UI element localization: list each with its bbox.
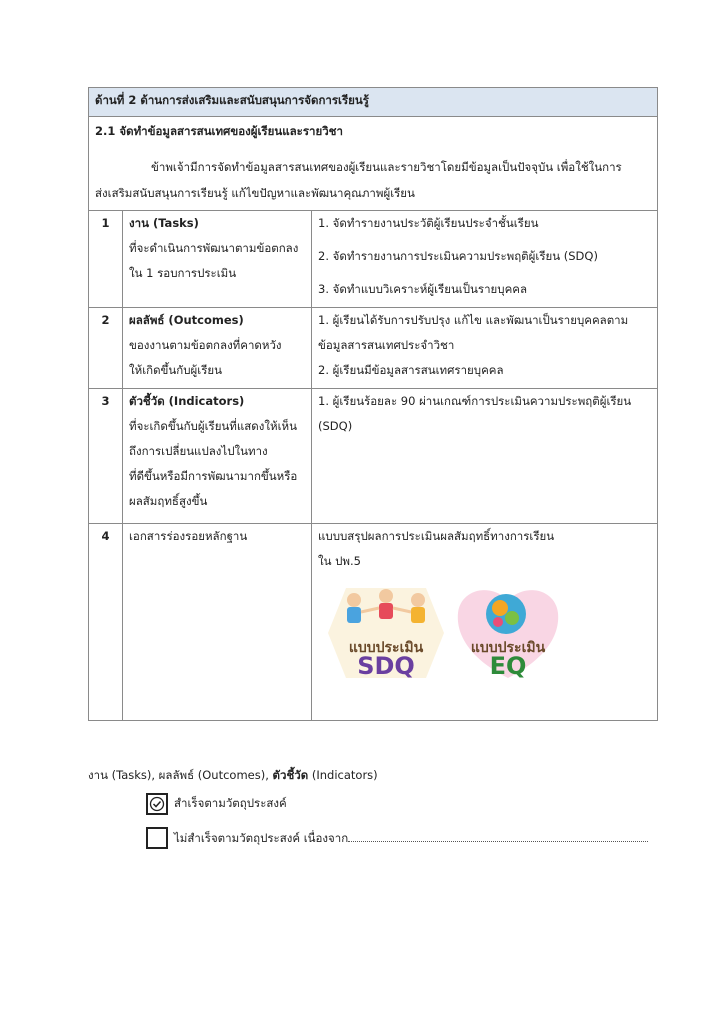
result-title-part: (Indicators) — [308, 768, 378, 782]
row-item: ใน ปพ.5 — [318, 554, 361, 568]
not-achieved-label — [174, 829, 648, 848]
row-item: ข้อมูลสารสนเทศประจำวิชา — [318, 338, 455, 352]
row-label-title: งาน (Tasks) — [129, 216, 199, 230]
row-label-text: เอกสารร่องรอยหลักฐาน — [129, 529, 248, 543]
result-section — [88, 767, 688, 853]
row-item: 1. จัดทำรายงานประวัติผู้เรียนประจำชั้นเรียน — [318, 216, 539, 230]
eq-badge-caption: แบบประเมิน — [470, 640, 546, 656]
row-label-line: ที่ดีขึ้นหรือมีการพัฒนามากขึ้นหรือ — [129, 469, 298, 483]
table-row — [89, 211, 658, 308]
row-items-cell — [312, 389, 658, 524]
row-items-cell — [312, 211, 658, 308]
subsection-title: 2.1 จัดทำข้อมูลสารสนเทศของผู้เรียนและรายวิชา — [95, 124, 343, 138]
evaluation-document — [88, 87, 657, 721]
row-number: 4 — [89, 524, 123, 721]
row-label-line: ใน 1 รอบการประเมิน — [129, 266, 237, 280]
row-item: แบบบสรุปผลการประเมินผลสัมฤทธิ์ทางการเรียน — [318, 529, 555, 543]
row-label-line: ที่จะดำเนินการพัฒนาตามข้อตกลง — [129, 241, 299, 255]
table-row — [89, 389, 658, 524]
section-header — [89, 88, 658, 117]
evaluation-table — [88, 87, 658, 721]
result-title-part: งาน (Tasks), ผลลัพธ์ (Outcomes), — [88, 768, 273, 782]
row-item: 1. ผู้เรียนได้รับการปรับปรุง แก้ไข และพัฒนาเป็นรายบุคคลตาม — [318, 313, 629, 327]
row-item: (SDQ) — [318, 419, 353, 433]
check-circle-icon — [148, 795, 166, 813]
row-label-line: ที่จะเกิดขึ้นกับผู้เรียนที่แสดงให้เห็น — [129, 419, 297, 433]
achieved-label: สำเร็จตามวัตถุประสงค์ — [174, 796, 287, 810]
row-item: 2. จัดทำรายงานการประเมินความประพฤติผู้เรียน (SDQ) — [318, 249, 598, 263]
row-number: 3 — [89, 389, 123, 524]
table-row — [89, 308, 658, 389]
row-items-cell — [312, 308, 658, 389]
intro-paragraph — [95, 154, 651, 206]
row-item: 1. ผู้เรียนร้อยละ 90 ผ่านเกณฑ์การประเมินความประพฤติผู้เรียน — [318, 394, 632, 408]
not-achieved-text: ไม่สำเร็จตามวัตถุประสงค์ เนื่องจาก — [174, 831, 349, 845]
row-item: 3. จัดทำแบบวิเคราะห์ผู้เรียนเป็นรายบุคคล — [318, 282, 527, 296]
eq-badge-label: EQ — [489, 652, 527, 680]
eq-badge-image — [448, 578, 568, 696]
row-label-cell — [123, 308, 312, 389]
row-label-line: ผลสัมฤทธิ์สูงขึ้น — [129, 494, 208, 508]
row-label-cell — [123, 524, 312, 721]
intro-line-2: ส่งเสริมสนับสนุนการเรียนรู้ แก้ไขปัญหาและพัฒนาคุณภาพผู้เรียน — [95, 186, 415, 200]
option-not-achieved[interactable] — [146, 827, 688, 853]
option-achieved[interactable] — [146, 793, 688, 819]
not-achieved-checkbox[interactable] — [146, 827, 168, 849]
sdq-badge-image — [326, 578, 446, 696]
result-title — [88, 767, 688, 785]
assessment-badges — [318, 578, 651, 698]
row-label-cell — [123, 389, 312, 524]
row-label-cell — [123, 211, 312, 308]
section-header-text: ด้านที่ 2 ด้านการส่งเสริมและสนับสนุนการจัดการเรียนรู้ — [95, 93, 369, 107]
achieved-checkbox[interactable] — [146, 793, 168, 815]
reason-blank-line[interactable] — [348, 829, 648, 842]
row-number: 2 — [89, 308, 123, 389]
table-row — [89, 524, 658, 721]
row-items-cell — [312, 524, 658, 721]
row-label-title: ผลลัพธ์ (Outcomes) — [129, 313, 244, 327]
row-number: 1 — [89, 211, 123, 308]
sdq-badge-caption: แบบประเมิน — [348, 640, 424, 656]
sdq-badge-label: SDQ — [357, 652, 415, 680]
row-label-line: ของงานตามข้อตกลงที่คาดหวัง — [129, 338, 282, 352]
section-intro-cell — [89, 117, 658, 211]
result-title-part: ตัวชี้วัด — [272, 768, 309, 782]
row-item: 2. ผู้เรียนมีข้อมูลสารสนเทศรายบุคคล — [318, 363, 504, 377]
row-label-line: ให้เกิดขึ้นกับผู้เรียน — [129, 363, 222, 377]
row-label-title: ตัวชี้วัด (Indicators) — [129, 394, 245, 408]
row-label-line: ถึงการเปลี่ยนแปลงไปในทาง — [129, 444, 268, 458]
intro-line-1: ข้าพเจ้ามีการจัดทำข้อมูลสารสนเทศของผู้เรียนและรายวิชาโดยมีข้อมูลเป็นปัจจุบัน เพื่อใช้ในการ — [151, 160, 622, 174]
